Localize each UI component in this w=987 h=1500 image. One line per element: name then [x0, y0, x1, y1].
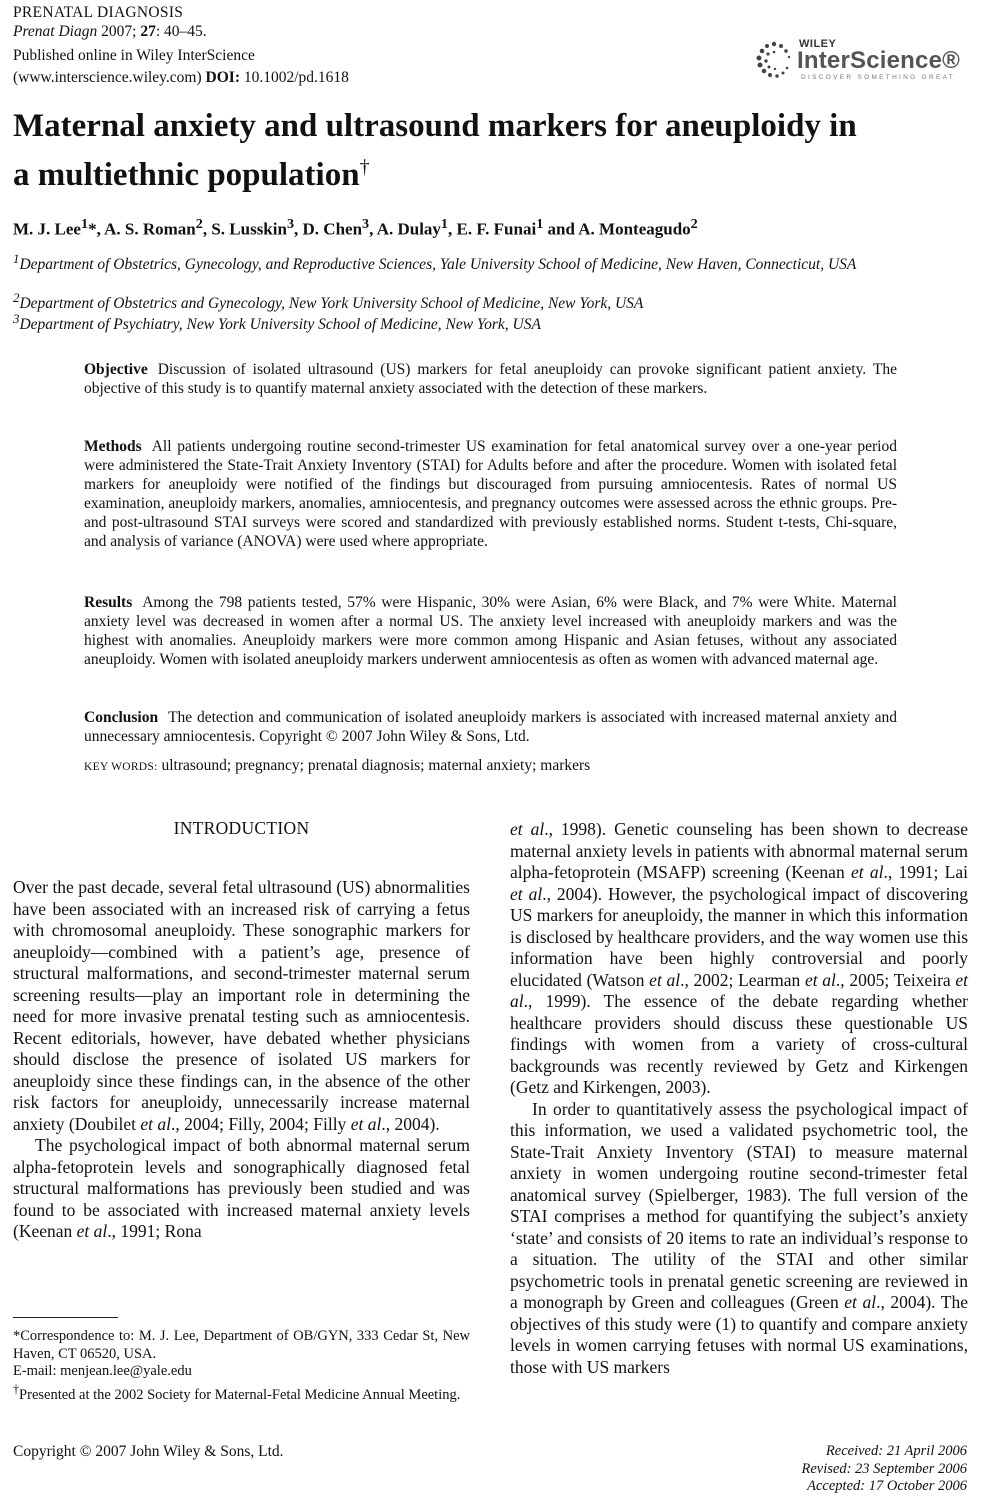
citation-journal: Prenat Diagn	[13, 23, 98, 40]
section-heading-introduction: INTRODUCTION	[173, 818, 310, 838]
date-revised: Revised: 23 September 2006	[801, 1460, 967, 1477]
affiliation-1: $^1$Department of Obstetrics, Gynecology, and Reproductive Sciences, Yale University School of Medicine, New Haven, Connecticut, USA	[13, 251, 857, 274]
author: S. Lusskin	[211, 219, 287, 239]
footnote-rule	[13, 1317, 118, 1318]
keywords	[84, 757, 590, 775]
intro-paragraph-1: Over the past decade, several fetal ultrasound (US) abnormalities have been associated with an increased risk of carrying a fetus with chromosomal aneuploidy. These sonographic markers for aneuploidy—combined with a patient’s age, presence of structural malformations, and second-trimester maternal serum screening results—play an important role in determining the need for more invasive prenatal testing such as amniocentesis. Recent editorials, however, have debated whether physicians should disclose the presence of isolated US markers for aneuploidy since these findings can, in the absence of the other risk factors for aneuploidy, unnecessarily increase maternal anxiety (Doubilet et al., 2004; Filly, 2004; Filly et al., 2004).	[13, 877, 470, 1134]
author: A. Monteagudo	[578, 219, 691, 239]
intro-paragraph-3: In order to quantitatively assess the psychological impact of this information, we used a validated psychometric tool, the State-Trait Anxiety Inventory (STAI) to measure maternal anxiety in women undergoing routine second-trimester fetal anatomical survey (Spielberger, 1983). The full version of the STAI comprises a method for quantifying the subject’s anxiety ‘state’ and consists of 20 items to rate an individual’s response to a situation. The utility of the STAI and other similar psychometric tools in prenatal genetic screening are reviewed in a monograph by Green and colleagues (Green et al., 2004). The objectives of this study were (1) to quantify and compare anxiety levels in women carrying fetuses with normal US examinations, those with US markers	[510, 1098, 968, 1377]
body-column-right	[510, 819, 968, 1378]
affiliation-3: $^3$Department of Psychiatry, New York University School of Medicine, New York, USA	[13, 311, 541, 334]
doi-value[interactable]: 10.1002/pd.1618	[243, 69, 349, 86]
citation-volume: 27	[140, 23, 156, 40]
article-dates	[707, 1443, 967, 1496]
doi-line	[13, 68, 349, 87]
author-corresponding-mark: *	[88, 219, 97, 239]
objective-label: Objective	[84, 361, 148, 378]
keywords-label: KEY WORDS:	[84, 761, 158, 773]
title-line-2: a multiethnic population	[13, 157, 360, 193]
author: D. Chen	[302, 219, 363, 239]
date-received: Received: 21 April 2006	[825, 1443, 967, 1459]
citation	[13, 22, 207, 41]
author-affil-num: 2	[690, 216, 698, 232]
wiley-interscience-logo[interactable]	[752, 36, 967, 84]
footnote-correspondence: *Correspondence to: M. J. Lee, Department of OB/GYN, 333 Cedar St, New Haven, CT 06520, USA.	[13, 1328, 470, 1362]
author-affil-num: 1	[80, 216, 89, 232]
logo-brand: InterScience®	[797, 47, 961, 74]
results-label: Results	[84, 594, 133, 611]
published-online: Published online in Wiley InterScience	[13, 47, 255, 64]
author-affil-num: 3	[286, 216, 295, 232]
citation-year: 2007;	[101, 23, 137, 40]
footnote-email[interactable]: E-mail: menjean.lee@yale.edu	[13, 1363, 192, 1379]
conclusion-label: Conclusion	[84, 709, 159, 726]
author: A. Dulay	[376, 219, 441, 239]
keywords-list: ultrasound; pregnancy; prenatal diagnosis; maternal anxiety; markers	[161, 757, 591, 774]
logo-swirl-icon	[752, 38, 796, 82]
title-line-1: Maternal anxiety and ultrasound markers for aneuploidy in	[13, 108, 857, 144]
doi-label: DOI:	[205, 69, 240, 86]
affiliation-2: $^2$Department of Obstetrics and Gynecology, New York University School of Medicine, New York, USA	[13, 290, 644, 313]
author: E. F. Funai	[456, 219, 537, 239]
author: A. S. Roman	[104, 219, 196, 239]
methods-label: Methods	[84, 438, 142, 455]
intro-paragraph-2: The psychological impact of both abnormal maternal serum alpha-fetoprotein levels and sonographically diagnosed fetal structural malformations has previously been studied and was found to be associated with increased maternal anxiety levels (Keenan et al., 1991; Rona	[13, 1135, 470, 1241]
author-affil-num: 2	[195, 216, 203, 232]
journal-url[interactable]: (www.interscience.wiley.com)	[13, 69, 202, 86]
abstract-objective: Objective Discussion of isolated ultrasound (US) markers for fetal aneuploidy can provoke significant patient anxiety. The objective of this study is to quantify maternal anxiety associated with the detection of these markers.	[84, 361, 897, 397]
article-title	[13, 106, 973, 196]
intro-paragraph-2-cont: et al., 1998). Genetic counseling has been shown to decrease maternal anxiety levels in patients with abnormal maternal serum alpha-fetoprotein (MSAFP) screening (Keenan et al., 1991; Lai et al., 2004). However, the psychological impact of discovering US markers for aneuploidy, the manner in which this information is disclosed by healthcare providers, and the way women use this information have been highly controversial and poorly elucidated (Watson et al., 2002; Learman et al., 2005; Teixeira et al., 1999). The essence of the debate regarding whether healthcare providers should discuss these questionable US findings with women from a variety of cross-cultural backgrounds was recently reviewed by Getz and Kirkengen (Getz and Kirkengen, 2003).	[510, 819, 969, 1097]
author-affil-num: 1	[536, 216, 544, 232]
footnote-presented: †Presented at the 2002 Society for Maternal-Fetal Medicine Annual Meeting.	[13, 1381, 461, 1403]
abstract-methods: Methods All patients undergoing routine second-trimester US examination for fetal anatomical survey over a one-year period were administered the State-Trait Anxiety Inventory (STAI) for Adults before and after the procedure. Women with isolated fetal markers for aneuploidy were notified of the findings but discouraged from pursuing amniocentesis. Rates of normal US examination, aneuploidy markers, anomalies, amniocentesis, and pregnancy outcomes were assessed across the ethnic groups. Pre- and post-ultrasound STAI surveys were scored and standardized with previously established norms. Student t-tests, Chi-square, and analysis of variance (ANOVA) were used where appropriate.	[84, 438, 897, 550]
logo-tagline: DISCOVER SOMETHING GREAT	[801, 74, 956, 81]
abstract-conclusion: Conclusion The detection and communication of isolated aneuploidy markers is associated with increased maternal anxiety and unnecessary amniocentesis. Copyright © 2007 John Wiley & Sons, Ltd.	[84, 709, 897, 745]
date-accepted: Accepted: 17 October 2006	[807, 1478, 967, 1494]
title-dagger: †	[359, 156, 370, 178]
logo-publisher: WILEY	[799, 38, 837, 50]
author-affil-num: 3	[362, 216, 370, 232]
journal-name: PRENATAL DIAGNOSIS	[13, 4, 184, 21]
citation-pages: : 40–45.	[155, 23, 207, 40]
author-list: M. J. Lee$^1$*, A. S. Roman$^2$, S. Lusskin$^3$, D. Chen$^3$, A. Dulay$^1$, E. F. Funai$^1$ and A. Monteagudo$^2$	[13, 216, 698, 239]
abstract-results: Results Among the 798 patients tested, 57% were Hispanic, 30% were Asian, 6% were Black, and 7% were White. Maternal anxiety level was decreased in women after a normal US. The anxiety level increased with aneuploidy markers and was the highest with anomalies. Aneuploidy markers were more common among Hispanic and Asian fetuses, without any associated aneuploidy. Women with isolated aneuploidy markers underwent amniocentesis as often as women with advanced maternal age.	[84, 594, 897, 668]
footnotes	[13, 1328, 470, 1404]
footer-copyright: Copyright © 2007 John Wiley & Sons, Ltd.	[13, 1443, 284, 1460]
authors-and: and	[547, 219, 575, 239]
body-column-left	[13, 877, 470, 1243]
author-affil-num: 1	[440, 216, 448, 232]
author: M. J. Lee	[13, 219, 81, 239]
